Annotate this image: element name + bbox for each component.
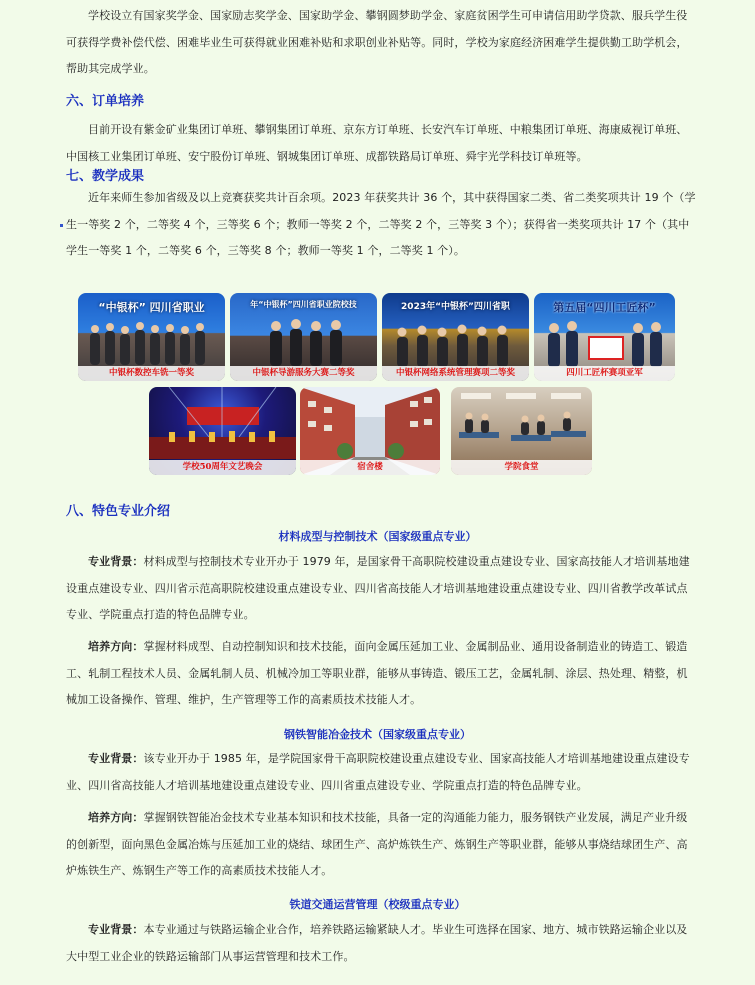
intro-paragraph: 学校设立有国家奖学金、国家励志奖学金、国家助学金、攀钢圆梦助学金、家庭贫困学生可申请信用助学贷款、服兵学生役可获得学费补偿代偿、困难毕业生可获得就业困难补贴和求职创业补贴等。同时，学校为家庭经济困难学生提供勤工助学机会，帮助其完成学业。 xyxy=(66,9,688,75)
photo-caption: 中银杯数控车铣一等奖 xyxy=(78,366,225,381)
major-2-direction xyxy=(66,805,696,885)
photo-banner-text: 年“中银杯”四川省职业院校技 xyxy=(250,300,357,309)
photo-canteen xyxy=(451,387,592,475)
photo-banner-text: 2023年“中银杯”四川省职 xyxy=(401,302,510,312)
bullet-marker xyxy=(60,224,63,227)
background-label: 专业背景： xyxy=(88,923,144,936)
major-2-background xyxy=(66,746,696,799)
photo-caption: 四川工匠杯赛项亚军 xyxy=(534,366,675,381)
direction-label: 培养方向： xyxy=(88,811,144,824)
major-3-background xyxy=(66,917,696,970)
photo-caption: 宿舍楼 xyxy=(300,460,440,475)
photo-caption: 中银杯网络系统管理赛项二等奖 xyxy=(382,366,529,381)
major-1-background xyxy=(66,549,696,629)
photo-cnc-award xyxy=(78,293,225,381)
background-label: 专业背景： xyxy=(88,752,144,765)
background-text: 本专业通过与铁路运输企业合作，培养铁路运输紧缺人才。毕业生可选择在国家、地方、城市铁路运输企业以及大中型工业企业的铁路运输部门从事运营管理和技术工作。 xyxy=(66,923,688,963)
photo-caption: 学院食堂 xyxy=(451,460,592,475)
background-text: 该专业开办于 1985 年，是学院国家骨干高职院校建设重点建设专业、国家高技能人才培训基地建设重点建设专业、四川省高技能人才培训基地建设重点建设专业、四川省重点建设专业、学院重点打造的特色品牌专业。 xyxy=(66,752,690,792)
photo-banner-text: 第五届“四川工匠杯” xyxy=(553,301,656,314)
major-2-title: 钢铁智能冶金技术（国家级重点专业） xyxy=(284,728,471,741)
section-7-body: 近年来师生参加省级及以上竞赛获奖共计百余项。2023 年获奖共计 36 个，其中获得国家二类、省二类奖项共计 19 个（学生一等奖 2 个，二等奖 4 个，三等奖 6 个；教师一等奖 2 个，二等奖 2 个，三等奖 3 个）；获得省一类奖项共计 17 个（其中学生一等奖 1 个，二等奖 6 个，三等奖 8 个；教师一等奖 1 个，二等奖 1 个）。 xyxy=(66,191,696,257)
photo-dormitory xyxy=(300,387,440,475)
major-1-direction xyxy=(66,634,696,714)
photo-network-award xyxy=(382,293,529,381)
photo-anniversary-gala xyxy=(149,387,296,475)
photo-banner-text: “中银杯” 四川省职业 xyxy=(98,301,205,314)
direction-text: 掌握钢铁智能冶金技术专业基本知识和技术技能，具备一定的沟通能力能力，服务钢铁产业发展，满足产业升级的创新型，面向黑色金属冶炼与压延加工业的烧结、球团生产、高炉炼铁生产、炼钢生产等职业群，能够从事烧结球团生产、高炉炼铁生产、炼钢生产等工作的高素质技术技能人才。 xyxy=(66,811,688,877)
photo-tour-guide-award xyxy=(230,293,377,381)
background-label: 专业背景： xyxy=(88,555,144,568)
direction-text: 掌握材料成型、自动控制知识和技术技能，面向金属压延加工业、金属制品业、通用设备制造业的铸造工、锻造工、轧制工程技术人员、金属轧制人员、机械冷加工等职业群，能够从事铸造、锻压工艺，金属轧制、涂层、热处理、精整，机械加工设备操作、管理、维护，生产管理等工作的高素质技术技能人才。 xyxy=(66,640,688,706)
background-text: 材料成型与控制技术专业开办于 1979 年，是国家骨干高职院校建设重点建设专业、国家高技能人才培训基地建设重点建设专业、四川省示范高职院校建设重点建设专业、四川省高技能人才培训基地建设重点建设专业、四川省教学改革试点专业、学院重点打造的特色品牌专业。 xyxy=(66,555,690,621)
major-1-title: 材料成型与控制技术（国家级重点专业） xyxy=(278,530,477,543)
photo-caption: 中银杯导游服务大赛二等奖 xyxy=(230,366,377,381)
section-6-body: 目前开设有紫金矿业集团订单班、攀钢集团订单班、京东方订单班、长安汽车订单班、中粮集团订单班、海康威视订单班、中国核工业集团订单班、安宁股份订单班、钢城集团订单班、成都铁路局订单班、舜宇光学科技订单班等。 xyxy=(66,123,688,163)
photo-craftsman-award xyxy=(534,293,675,381)
major-3-title: 铁道交通运营管理（校级重点专业） xyxy=(289,898,466,911)
section-8-heading: 八、特色专业介绍 xyxy=(66,504,171,519)
section-6-heading: 六、订单培养 xyxy=(66,94,145,109)
direction-label: 培养方向： xyxy=(88,640,144,653)
photo-caption: 学校50周年文艺晚会 xyxy=(149,460,296,475)
section-7-heading: 七、教学成果 xyxy=(66,169,145,184)
